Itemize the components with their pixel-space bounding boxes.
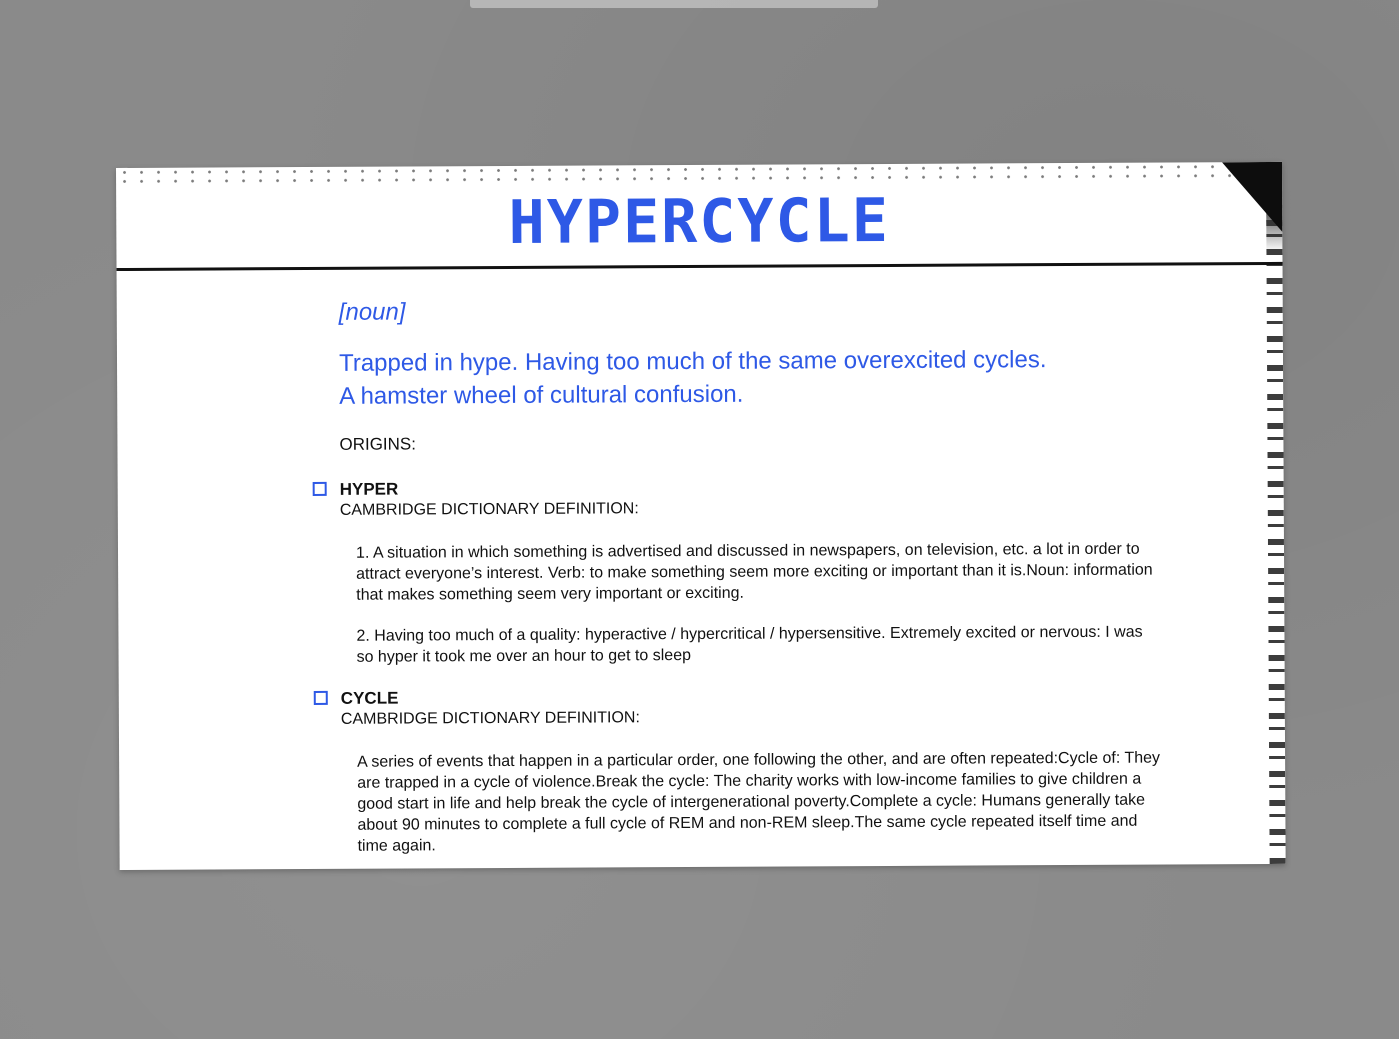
entry-cycle — [341, 684, 1162, 857]
entry-term: CYCLE — [340, 688, 399, 708]
entry-hyper — [340, 475, 1161, 668]
definition-body — [339, 295, 1162, 870]
entry-source: CAMBRIDGE DICTIONARY DEFINITION: — [340, 709, 640, 728]
entry-paragraph: 1. A situation in which something is advertised and discussed in newspapers, on television, etc. a lot in order to attract everyone’s interest. Verb: to make something seem more exciting or important than it is.Noun: information that makes something seem very important or exciting. — [355, 540, 1153, 604]
print-grime-right — [1266, 162, 1286, 864]
definition-card — [116, 162, 1286, 870]
entry-source: CAMBRIDGE DICTIONARY DEFINITION: — [339, 500, 639, 519]
entry-term: HYPER — [339, 479, 399, 499]
definition-line: Trapped in hype. Having too much of the same overexcited cycles. — [338, 346, 1047, 377]
page-title: HYPERCYCLE — [508, 185, 891, 258]
tape-strip — [470, 0, 878, 8]
entry-paragraph: 2. Having too much of a quality: hyperactive / hypercritical / hypersensitive. Extremely excited or nervous: I was so hyper it took me over an hour to get to sleep — [356, 623, 1143, 666]
part-of-speech: [noun] — [338, 298, 406, 326]
entry-paragraph: A series of events that happen in a particular order, one following the other, and are often repeated:Cycle of: They are trapped in a cycle of violence.Break the cycle: The charity works with low-income families to give children a good start in life and help break the cycle of intergenerational poverty.Complete a cycle: Humans generally take about 90 minutes to complete a full cycle of REM and non-REM sleep.The same cycle repeated itself time and time again. — [357, 749, 1161, 855]
checkbox-icon[interactable] — [314, 691, 328, 705]
definition-line: A hamster wheel of cultural confusion. — [339, 380, 744, 410]
origins-label: ORIGINS: — [339, 434, 417, 454]
checkbox-icon[interactable] — [313, 482, 327, 496]
card-header — [116, 162, 1283, 271]
